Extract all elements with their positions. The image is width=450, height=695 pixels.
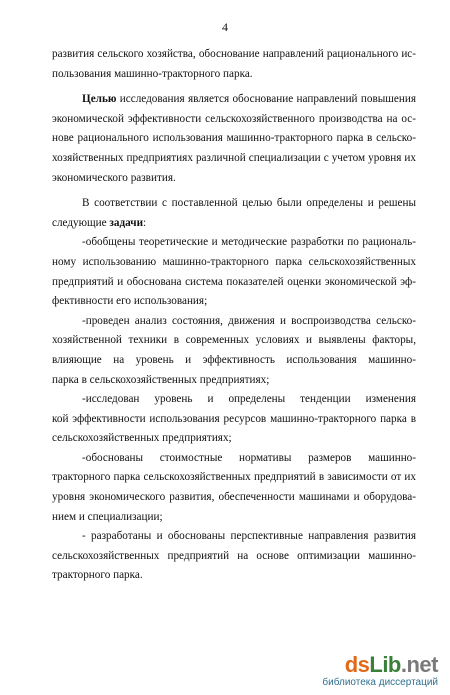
dslib-watermark (322, 653, 438, 689)
text-line: сельскохозяйственных предприятий на основе оптимизации машинно- (52, 549, 416, 562)
text-line: -обоснованы стоимостные нормативы размеров машинно- (82, 451, 416, 464)
document-body (52, 45, 416, 586)
text-fragment: : (143, 216, 147, 229)
page-number: 4 (222, 20, 228, 34)
text-line: ному использованию машинно-тракторного парка сельскохозяйственных (52, 255, 416, 268)
text-line: тракторного парка. (52, 569, 143, 582)
text-line: - разработаны и обоснованы перспективные направления развития (82, 530, 416, 543)
text-line: предприятий и обоснована система показателей оценки экономической эф- (52, 275, 416, 288)
text-line: тракторного парка сельскохозяйственных предприятий в зависимости от их (52, 471, 416, 484)
text-line: уровня экономического развития, обеспеченности машинами и оборудова- (52, 491, 416, 504)
text-line: В соответствии с поставленной целью были определены и решены (82, 197, 416, 210)
text-line: -проведен анализ состояния, движения и воспроизводства сельско- (82, 314, 416, 327)
text-line: экономической эффективности сельскохозяйственного производства на ос- (52, 112, 416, 125)
text-line: нове рационального использования машинно-тракторного парка в сельско- (52, 132, 416, 145)
tasks-keyword: задачи (109, 216, 144, 229)
text-line: сельскохозяйственных предприятиях; (52, 432, 232, 445)
text-line: хозяйственной техники в современных условиях и выявлены факторы, (52, 334, 416, 347)
text-line: парка в сельскохозяйственных предприятиях; (52, 373, 270, 386)
text-line: хозяйственных предприятиях различной специализации с учетом уровня их (52, 151, 416, 164)
text-line: фективности его использования; (52, 295, 208, 308)
tasks-line (52, 214, 416, 234)
logo-ds: ds (344, 652, 370, 677)
dslib-logo (322, 653, 438, 677)
logo-net: .net (400, 652, 438, 677)
watermark-subtitle: библиотека диссертаций (322, 677, 438, 688)
text-fragment: следующие (52, 216, 110, 229)
text-line: влияющие на уровень и эффективность использования машинно- (52, 353, 416, 366)
text-line: развития сельского хозяйства, обоснование направлений рационального ис- (52, 48, 416, 60)
text-line: -обобщены теоретические и методические разработки по рациональ- (82, 236, 416, 249)
text-fragment: исследования является обоснование направлений повышения (116, 93, 416, 106)
text-line: пользования машинно-тракторного парка. (52, 67, 253, 80)
goal-line (52, 90, 416, 110)
goal-keyword: Целью (82, 93, 117, 106)
logo-lib: Lib (369, 652, 401, 677)
text-line: -исследован уровень и определены тенденции изменения (82, 393, 416, 406)
text-line: экономического развития. (52, 171, 176, 184)
text-line: нием и специализации; (52, 510, 163, 523)
text-line: кой эффективности использования ресурсов машинно-тракторного парка в (52, 412, 416, 425)
